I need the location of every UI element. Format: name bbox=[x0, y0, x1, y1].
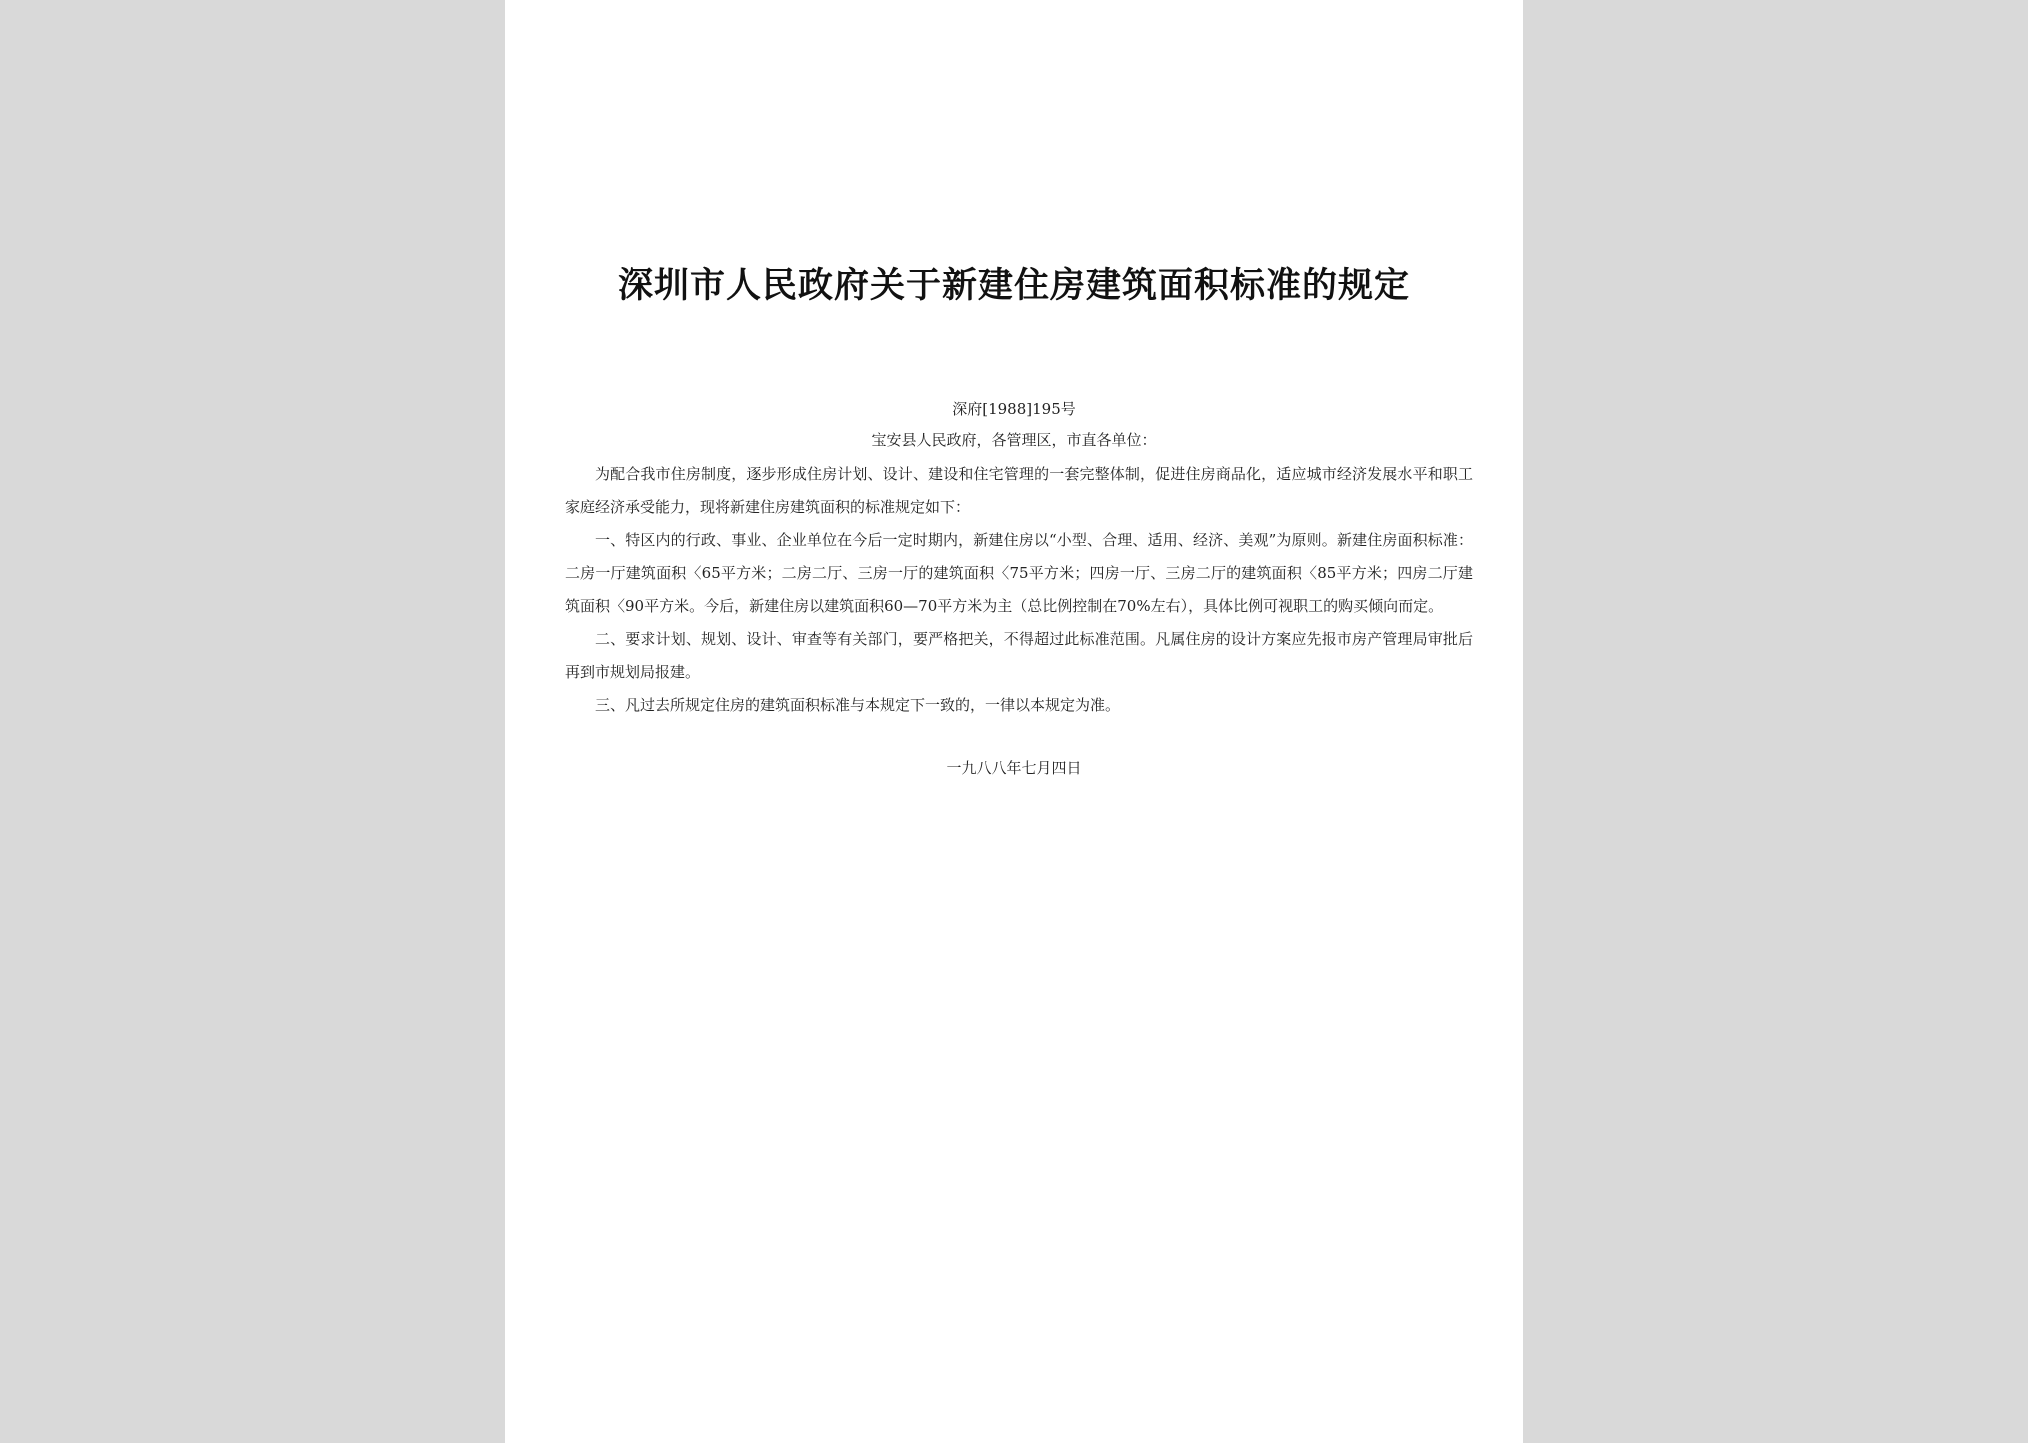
paragraph-article-1: 一、特区内的行政、事业、企业单位在今后一定时期内，新建住房以“小型、合理、适用、经济、美观”为原则。新建住房面积标准：二房一厅建筑面积〈65平方米；二房二厅、三房一厅的建筑面积〈75平方米；四房一厅、三房二厅的建筑面积〈85平方米；四房二厅建筑面积〈90平方米。今后，新建住房以建筑面积60—70平方米为主（总比例控制在70%左右），具体比例可视职工的购买倾向而定。 bbox=[565, 531, 1473, 615]
paragraph-article-2: 二、要求计划、规划、设计、审查等有关部门，要严格把关，不得超过此标准范围。凡属住房的设计方案应先报市房产管理局审批后再到市规划局报建。 bbox=[565, 630, 1473, 681]
document-title: 深圳市人民政府关于新建住房建筑面积标准的规定 bbox=[617, 265, 1410, 306]
document-number: 深府[1988]195号 bbox=[952, 400, 1076, 418]
document-page bbox=[505, 0, 1523, 1443]
paragraph-intro: 为配合我市住房制度，逐步形成住房计划、设计、建设和住宅管理的一套完整体制，促进住房商品化，适应城市经济发展水平和职工家庭经济承受能力，现将新建住房建筑面积的标准规定如下： bbox=[565, 465, 1473, 516]
paragraph-article-3: 三、凡过去所规定住房的建筑面积标准与本规定下一致的，一律以本规定为准。 bbox=[595, 696, 1121, 714]
document-body bbox=[565, 458, 1473, 722]
addressee-line: 宝安县人民政府，各管理区，市直各单位： bbox=[871, 431, 1157, 449]
document-date: 一九八八年七月四日 bbox=[946, 759, 1082, 777]
